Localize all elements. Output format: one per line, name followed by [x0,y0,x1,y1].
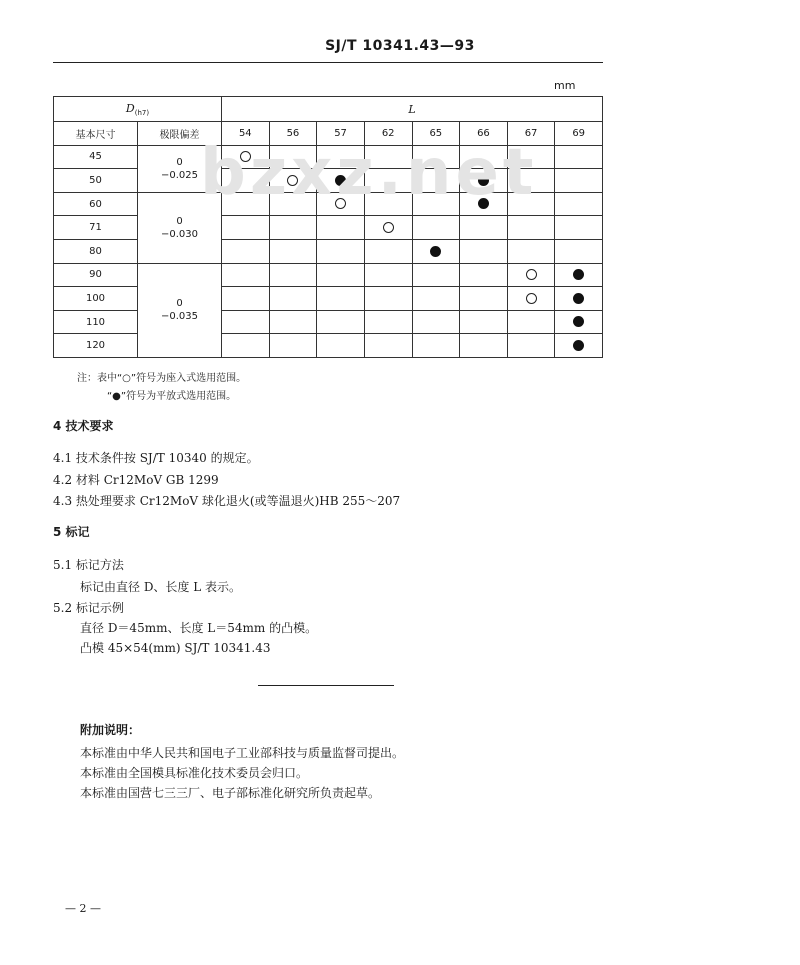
tolerance-lower: −0.035 [160,311,198,323]
mark-cell [364,310,412,334]
l-value: 62 [364,122,412,146]
l-value: 54 [222,122,270,146]
clause-5-2: 5.2 标记示例 [53,601,124,615]
filled-circle-mark [573,293,584,304]
mark-cell [222,263,270,287]
basic-size-cell: 80 [54,239,138,263]
appendix-line-2: 本标准由全国模具标准化技术委员会归口。 [80,766,309,780]
basic-size-cell: 50 [54,169,138,193]
mark-cell [317,216,365,240]
mark-cell [460,287,508,311]
clause-4-2: 4.2 材料 Cr12MoV GB 1299 [53,473,219,487]
mark-cell [460,263,508,287]
watermark: bzxz.net [200,136,538,210]
mark-cell [364,334,412,358]
table-row [54,239,603,263]
mark-cell [364,216,412,240]
tolerance-cell [138,263,222,357]
table-note-open: 注：表中“○”符号为座入式选用范围。 [77,373,247,384]
basic-size-cell: 71 [54,216,138,240]
tolerance-upper: 0 [176,156,183,168]
mark-cell [222,216,270,240]
mark-cell [269,216,317,240]
mark-cell [555,310,603,334]
table-row [54,216,603,240]
mark-cell [555,287,603,311]
mark-cell [555,216,603,240]
mark-cell [222,334,270,358]
mark-cell [364,263,412,287]
mark-cell [460,310,508,334]
clause-5-2-text-1: 直径 D＝45mm、长度 L＝54mm 的凸模。 [80,621,318,635]
l-header: L [222,97,603,122]
d-header: $D_{(h7)}$ [54,97,222,122]
mark-cell [317,310,365,334]
mark-cell [507,287,555,311]
table-row [54,263,603,287]
mark-cell [269,287,317,311]
page-number: — 2 — [65,902,101,915]
standard-number-header: SJ/T 10341.43—93 [325,38,475,54]
mark-cell [222,310,270,334]
mark-cell [507,263,555,287]
unit-label: mm [554,79,576,92]
mark-cell [507,216,555,240]
appendix-line-1: 本标准由中华人民共和国电子工业部科技与质量监督司提出。 [80,746,405,760]
mark-cell [364,239,412,263]
section-4-title: 4 技术要求 [53,419,114,433]
mark-cell [412,310,460,334]
mark-cell [460,216,508,240]
basic-size-cell: 100 [54,287,138,311]
clause-5-1-text: 标记由直径 D、长度 L 表示。 [80,580,242,594]
tolerance-lower: −0.030 [160,228,198,240]
mark-cell [412,216,460,240]
mark-cell [555,263,603,287]
tolerance-lower: −0.025 [160,169,198,181]
mark-cell [412,287,460,311]
tolerance-upper: 0 [176,298,183,310]
table-row [54,287,603,311]
mark-cell [364,287,412,311]
mark-cell [269,263,317,287]
clause-5-1: 5.1 标记方法 [53,558,124,572]
mark-cell [222,287,270,311]
mark-cell [269,239,317,263]
mark-cell [555,145,603,169]
mark-cell [507,310,555,334]
col-basic-size: 基本尺寸 [54,122,138,146]
basic-size-cell: 60 [54,192,138,216]
basic-size-cell: 45 [54,145,138,169]
mark-cell [555,334,603,358]
basic-size-cell: 120 [54,334,138,358]
mark-cell [555,239,603,263]
mark-cell [317,334,365,358]
filled-circle-mark [573,316,584,327]
open-circle-mark [526,293,537,304]
appendix-line-3: 本标准由国营七三三厂、电子部标准化研究所负责起草。 [80,786,381,800]
mark-cell [412,239,460,263]
filled-circle-mark [430,246,441,257]
mark-cell [222,239,270,263]
clause-5-2-text-2: 凸模 45×54(mm) SJ/T 10341.43 [80,641,271,655]
mark-cell [507,239,555,263]
basic-size-cell: 90 [54,263,138,287]
mark-cell [460,239,508,263]
mark-cell [460,334,508,358]
header-rule [53,62,603,63]
end-rule [258,685,394,686]
l-value: 56 [269,122,317,146]
mark-cell [412,334,460,358]
mark-cell [269,334,317,358]
l-value: 66 [460,122,508,146]
l-value: 65 [412,122,460,146]
table-row [54,310,603,334]
section-5-title: 5 标记 [53,525,90,539]
l-value: 67 [507,122,555,146]
appendix-title: 附加说明： [80,723,141,737]
table-row [54,334,603,358]
mark-cell [269,310,317,334]
mark-cell [317,239,365,263]
l-value: 69 [555,122,603,146]
col-tolerance: 极限偏差 [138,122,222,146]
clause-4-3: 4.3 热处理要求 Cr12MoV 球化退火(或等温退火)HB 255～207 [53,494,401,508]
mark-cell [412,263,460,287]
l-value: 57 [317,122,365,146]
mark-cell [555,192,603,216]
mark-cell [317,263,365,287]
clause-4-1: 4.1 技术条件按 SJ/T 10340 的规定。 [53,451,259,465]
basic-size-cell: 110 [54,310,138,334]
tolerance-upper: 0 [176,215,183,227]
filled-circle-mark [573,340,584,351]
mark-cell [507,334,555,358]
open-circle-mark [383,222,394,233]
mark-cell [555,169,603,193]
open-circle-mark [526,269,537,280]
table-note-filled: “●”符号为平放式选用范围。 [107,391,237,402]
mark-cell [317,287,365,311]
filled-circle-mark [573,269,584,280]
